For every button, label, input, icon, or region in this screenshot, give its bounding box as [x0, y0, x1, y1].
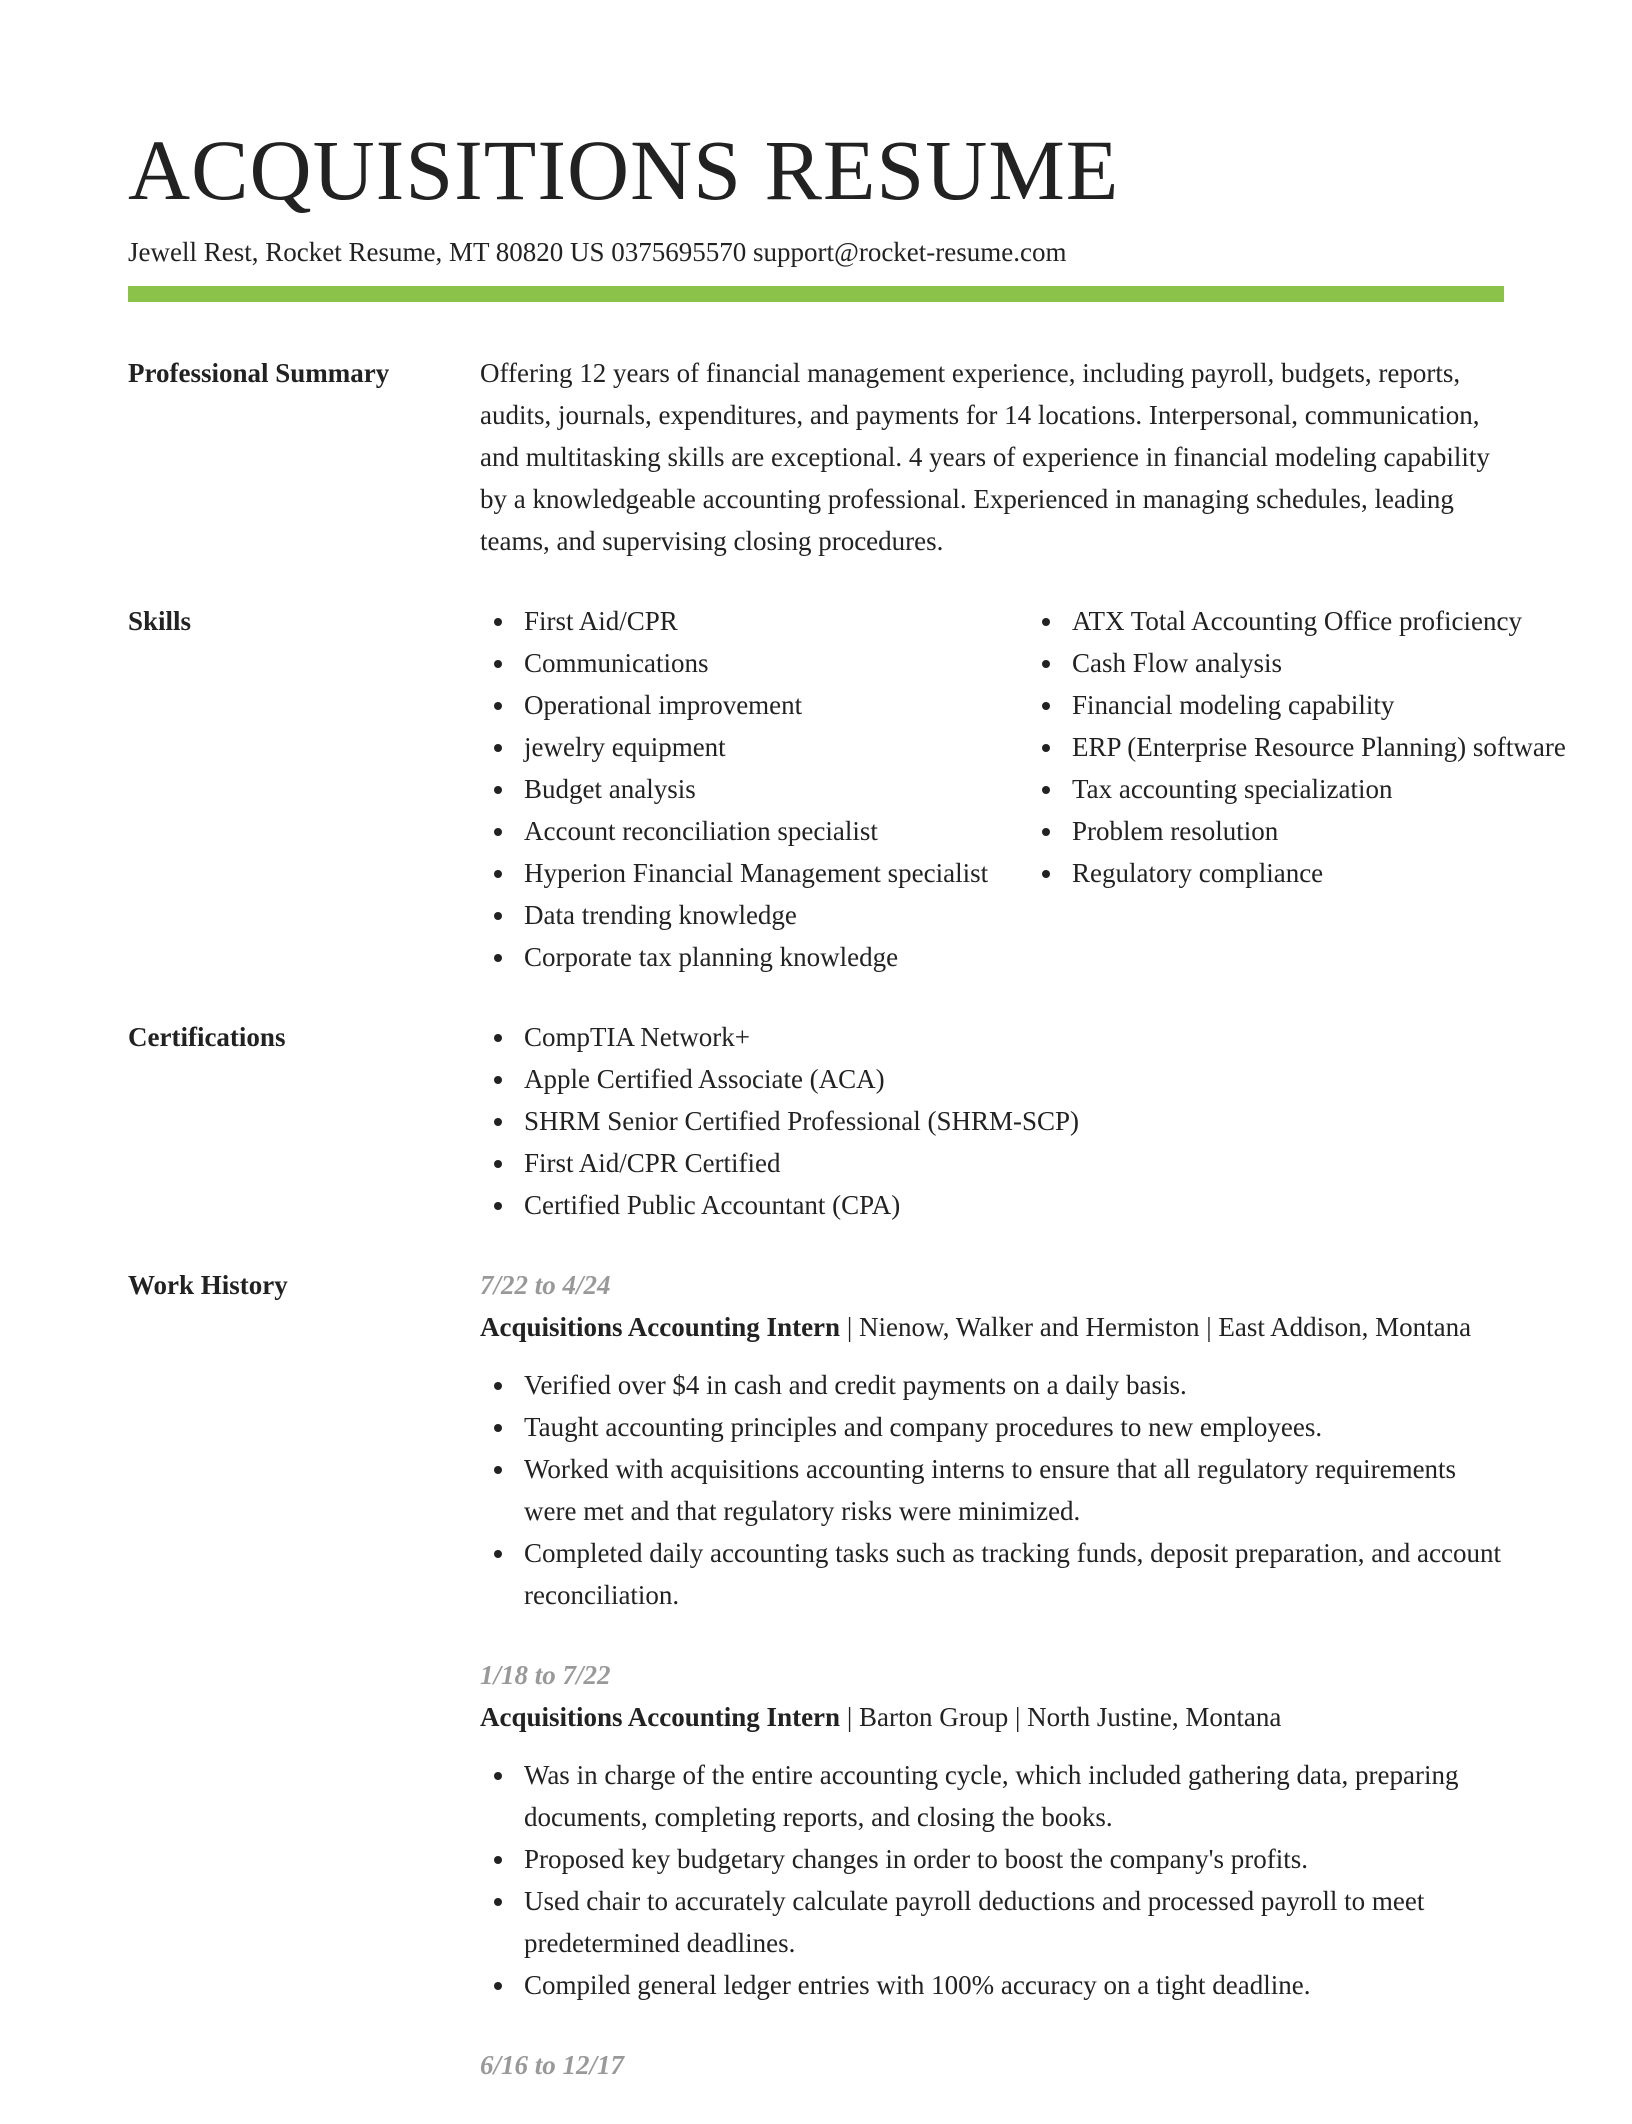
skill-item: jewelry equipment	[524, 726, 1028, 768]
resume-title: ACQUISITIONS RESUME	[128, 122, 1120, 218]
job-duty-item: Completed daily accounting tasks such as tracking funds, deposit preparation, and account reconciliation.	[524, 1532, 1504, 1616]
certifications-heading: Certifications	[128, 1022, 286, 1052]
certification-item: Certified Public Accountant (CPA)	[524, 1184, 1504, 1226]
job-company-location: | Nienow, Walker and Hermiston | East Addison, Montana	[840, 1312, 1472, 1342]
skills-section	[128, 600, 1566, 978]
work-history-body	[480, 1264, 1504, 2124]
skill-item: Problem resolution	[1072, 810, 1592, 852]
summary-text: Offering 12 years of financial management experience, including payroll, budgets, reports, audits, journals, expenditures, and payments for 14 locations. Interpersonal, communication, and multitasking skills are exceptional. 4 years of experience in financial modeling capability by a knowledgeable accounting professional. Experienced in managing schedules, leading teams, and supervising closing procedures.	[480, 358, 1490, 556]
skill-item: ATX Total Accounting Office proficiency	[1072, 600, 1592, 642]
certifications-body	[480, 1016, 1504, 1226]
summary-heading: Professional Summary	[128, 358, 390, 388]
job-duty-item: Verified over $4 in cash and credit payments on a daily basis.	[524, 1364, 1504, 1406]
skills-columns	[480, 600, 1592, 978]
job-title: Acquisitions Accounting Intern	[480, 1312, 841, 1342]
skill-item: Hyperion Financial Management specialist	[524, 852, 1028, 894]
header-divider	[128, 286, 1504, 302]
summary-section	[128, 352, 1504, 562]
skill-item: Corporate tax planning knowledge	[524, 936, 1028, 978]
skill-item: Data trending knowledge	[524, 894, 1028, 936]
job-duty-item: Proposed key budgetary changes in order to boost the company's profits.	[524, 1838, 1504, 1880]
certification-item: CompTIA Network+	[524, 1016, 1504, 1058]
job-title: Acquisitions Accounting Intern	[480, 1702, 841, 1732]
job-duties-list	[480, 1754, 1504, 2006]
skill-item: Account reconciliation specialist	[524, 810, 1028, 852]
certification-item: First Aid/CPR Certified	[524, 1142, 1504, 1184]
resume-page	[128, 0, 1566, 2124]
skill-item: Regulatory compliance	[1072, 852, 1592, 894]
job-duties-list	[480, 1364, 1504, 1616]
job-duty-item: Compiled general ledger entries with 100% accuracy on a tight deadline.	[524, 1964, 1504, 2006]
job-heading	[480, 1306, 1504, 1348]
work-history-heading: Work History	[128, 1270, 288, 1300]
job-duty-item: Was in charge of the entire accounting cycle, which included gathering data, preparing documents, completing reports, and closing the books.	[524, 1754, 1504, 1838]
skill-item: Budget analysis	[524, 768, 1028, 810]
summary-body	[480, 352, 1504, 562]
work-history-section	[128, 1264, 1504, 2124]
job-dates: 6/16 to 12/17	[480, 2050, 625, 2080]
contact-line: Jewell Rest, Rocket Resume, MT 80820 US 0375695570 support@rocket-resume.com	[128, 237, 1067, 267]
job-company-location: | Barton Group | North Justine, Montana	[840, 1702, 1282, 1732]
skill-item: Tax accounting specialization	[1072, 768, 1592, 810]
certification-item: Apple Certified Associate (ACA)	[524, 1058, 1504, 1100]
skill-item: Financial modeling capability	[1072, 684, 1592, 726]
skills-list-left	[480, 600, 1028, 978]
skills-list-right	[1028, 600, 1592, 978]
job-dates: 7/22 to 4/24	[480, 1270, 611, 1300]
skill-item: Operational improvement	[524, 684, 1028, 726]
certifications-list	[480, 1016, 1504, 1226]
job-duty-item: Used chair to accurately calculate payroll deductions and processed payroll to meet predetermined deadlines.	[524, 1880, 1504, 1964]
job-heading	[480, 1696, 1504, 1738]
skill-item: First Aid/CPR	[524, 600, 1028, 642]
certifications-section	[128, 1016, 1504, 1226]
job-entry	[480, 1264, 1504, 1616]
skill-item: Cash Flow analysis	[1072, 642, 1592, 684]
skill-item: Communications	[524, 642, 1028, 684]
job-dates: 1/18 to 7/22	[480, 1660, 611, 1690]
certification-item: SHRM Senior Certified Professional (SHRM-SCP)	[524, 1100, 1504, 1142]
job-entry	[480, 2044, 1504, 2086]
skill-item: ERP (Enterprise Resource Planning) software	[1072, 726, 1592, 768]
job-entry	[480, 1654, 1504, 2006]
job-duty-item: Worked with acquisitions accounting interns to ensure that all regulatory requirements were met and that regulatory risks were minimized.	[524, 1448, 1504, 1532]
skills-heading: Skills	[128, 606, 192, 636]
job-duty-item: Taught accounting principles and company procedures to new employees.	[524, 1406, 1504, 1448]
